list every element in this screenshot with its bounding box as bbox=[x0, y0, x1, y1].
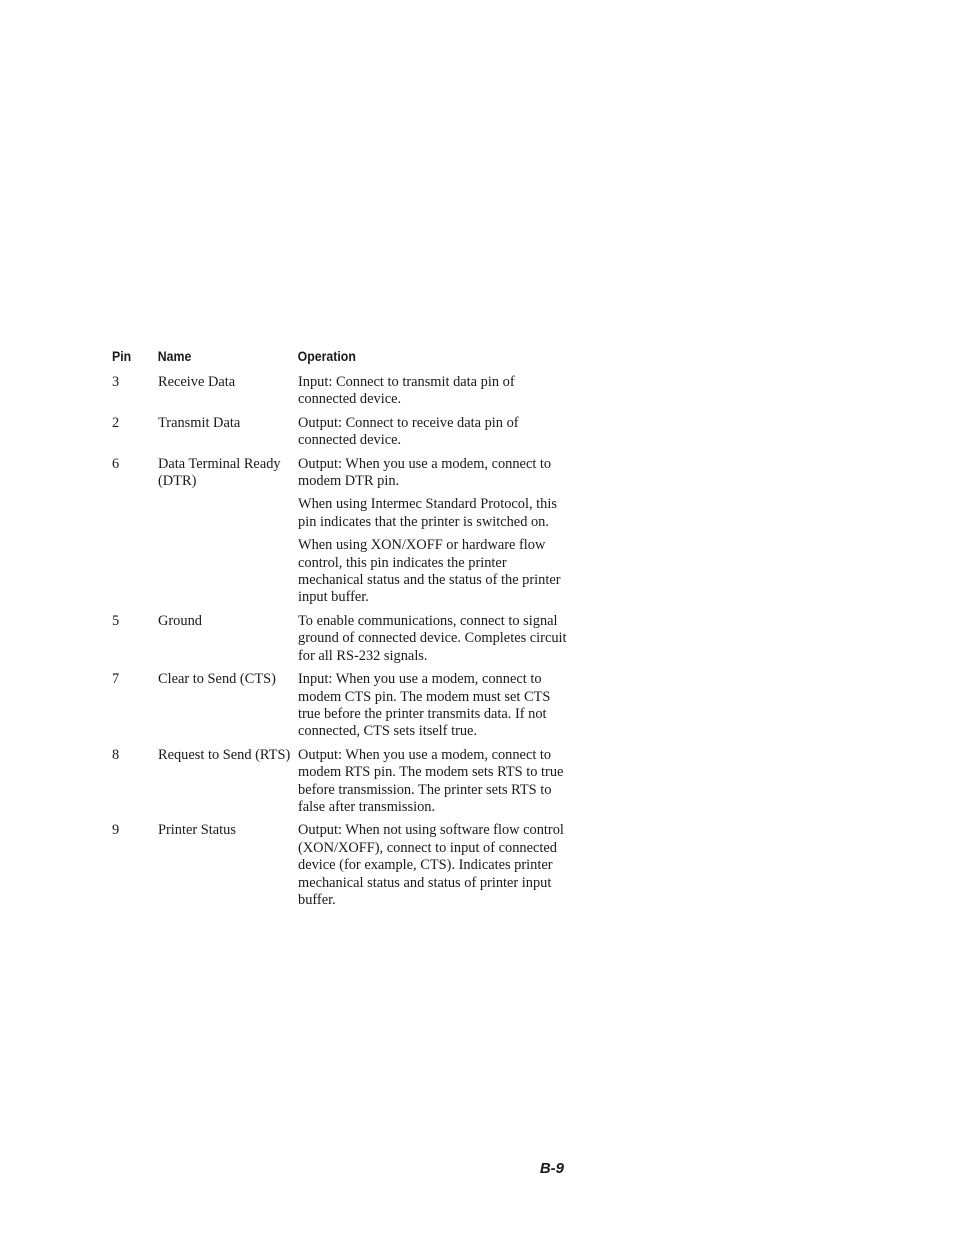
pin-operation bbox=[298, 374, 570, 409]
operation-text: Input: Connect to transmit data pin of connected device. bbox=[298, 374, 515, 408]
table-row bbox=[112, 822, 572, 909]
operation-text: Output: When not using software flow control (XON/XOFF), connect to input of connected device (for example, CTS). Indicates printer mechanical status and status of printer input buffer. bbox=[298, 822, 564, 908]
operation-text: Output: Connect to receive data pin of connected device. bbox=[298, 414, 519, 449]
header-pin: Pin bbox=[112, 348, 132, 364]
pin-number: 5 bbox=[112, 612, 120, 629]
pin-name: Printer Status bbox=[158, 822, 236, 839]
operation-text: Input: When you use a modem, connect to modem CTS pin. The modem must set CTS true before the printer transmits data. If not connected, CTS sets itself true. bbox=[298, 671, 551, 740]
table-row bbox=[112, 415, 572, 450]
pin-name: Transmit Data bbox=[158, 414, 241, 431]
pin-name: Receive Data bbox=[158, 374, 236, 390]
pin-operation bbox=[298, 415, 570, 450]
pin-number: 9 bbox=[112, 822, 120, 839]
pin-name: Data Terminal Ready (DTR) bbox=[158, 455, 281, 490]
operation-text: To enable communications, connect to signal ground of connected device. Completes circuit for all RS-232 signals. bbox=[298, 612, 567, 664]
table-row bbox=[112, 671, 572, 741]
pin-number: 2 bbox=[112, 414, 120, 431]
operation-text: When using XON/XOFF or hardware flow control, this pin indicates the printer mechanical status and the status of the printer input buffer. bbox=[298, 537, 561, 606]
table-row bbox=[112, 456, 572, 607]
operation-text: Output: When you use a modem, connect to modem RTS pin. The modem sets RTS to true before transmission. The printer sets RTS to false after transmission. bbox=[298, 746, 564, 815]
pin-name: Request to Send (RTS) bbox=[158, 746, 291, 763]
pin-number: 8 bbox=[112, 746, 120, 763]
table-row bbox=[112, 374, 572, 409]
pin-operation bbox=[298, 613, 570, 665]
table-body bbox=[112, 374, 572, 909]
operation-text: When using Intermec Standard Protocol, this pin indicates that the printer is switched on. bbox=[298, 496, 557, 530]
operation-text: Output: When you use a modem, connect to modem DTR pin. bbox=[298, 455, 552, 490]
page-number: B-9 bbox=[539, 1160, 564, 1177]
pin-name: Clear to Send (CTS) bbox=[158, 671, 276, 688]
table-row bbox=[112, 747, 572, 817]
pin-assignment-table bbox=[112, 346, 572, 915]
pin-operation bbox=[298, 671, 570, 741]
pin-name: Ground bbox=[158, 612, 202, 629]
pin-number: 6 bbox=[112, 455, 120, 472]
header-operation: Operation bbox=[297, 348, 356, 364]
pin-number: 7 bbox=[112, 671, 120, 688]
pin-operation bbox=[298, 747, 570, 817]
pin-operation bbox=[298, 456, 570, 607]
pin-number: 3 bbox=[112, 374, 120, 390]
table-row bbox=[112, 613, 572, 665]
pin-operation bbox=[298, 822, 570, 909]
header-name: Name bbox=[157, 348, 192, 364]
table-header-row bbox=[112, 346, 517, 367]
